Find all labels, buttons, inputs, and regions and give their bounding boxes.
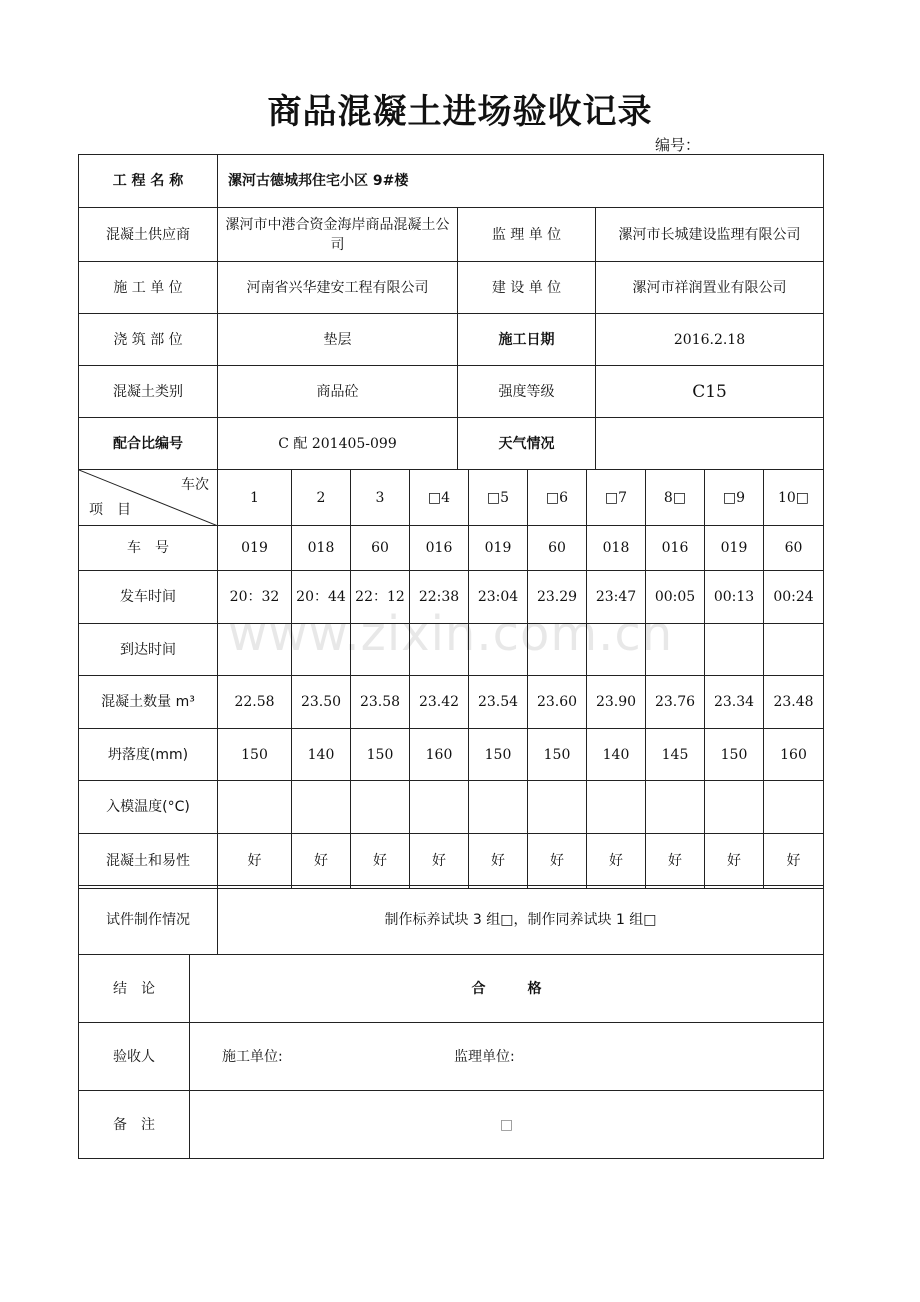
row-label: 入模温度(°C) (79, 781, 218, 834)
row-value: 60 (351, 526, 410, 571)
row-value: 22.58 (218, 676, 292, 729)
project-name-value: 漯河古德城邦住宅小区 9#楼 (218, 155, 824, 208)
row-value (705, 781, 764, 834)
conclusion-value: 合 格 (190, 955, 824, 1023)
supervision-unit-label: 监理单位: (454, 1048, 515, 1065)
pour-location-value: 垫层 (218, 314, 458, 366)
row-value: 00:24 (764, 571, 824, 624)
trip-number: □5 (469, 470, 528, 526)
trip-number: □4 (410, 470, 469, 526)
row-value: 好 (410, 834, 469, 889)
remarks-value: □ (190, 1091, 824, 1159)
row-value: 160 (410, 729, 469, 781)
row-value: 23.76 (646, 676, 705, 729)
trip-data-row (79, 781, 824, 834)
row-value: 好 (646, 834, 705, 889)
acceptor-label: 验收人 (79, 1023, 190, 1091)
row-value: 20：32 (218, 571, 292, 624)
trip-number: □7 (587, 470, 646, 526)
trip-header-label: 车次 (181, 477, 209, 493)
row-value (705, 624, 764, 676)
row-value: 23.29 (528, 571, 587, 624)
row-value (292, 624, 351, 676)
developer-value: 漯河市祥润置业有限公司 (596, 262, 824, 314)
supervisor-value: 漯河市长城建设监理有限公司 (596, 208, 824, 262)
trip-number: □6 (528, 470, 587, 526)
row-value: 23.54 (469, 676, 528, 729)
row-value: 23:47 (587, 571, 646, 624)
developer-label: 建 设 单 位 (458, 262, 596, 314)
serial-number-label: 编号： (655, 136, 701, 154)
row-value: 140 (292, 729, 351, 781)
specimen-value: 制作标养试块 3 组□，制作同养试块 1 组□ (218, 886, 824, 955)
row-value: 好 (351, 834, 410, 889)
remarks-label: 备 注 (79, 1091, 190, 1159)
weather-label: 天气情况 (458, 418, 596, 470)
row-value (469, 624, 528, 676)
row-value: 018 (587, 526, 646, 571)
row-value: 150 (528, 729, 587, 781)
mix-no-label: 配合比编号 (79, 418, 218, 470)
row-value: 23.90 (587, 676, 646, 729)
row-value (646, 624, 705, 676)
row-value: 00:13 (705, 571, 764, 624)
row-value: 016 (410, 526, 469, 571)
row-value: 145 (646, 729, 705, 781)
row-value (587, 624, 646, 676)
date-label: 施工日期 (458, 314, 596, 366)
row-value: 23.48 (764, 676, 824, 729)
constructor-value: 河南省兴华建安工程有限公司 (218, 262, 458, 314)
trip-number: 8□ (646, 470, 705, 526)
row-value (218, 624, 292, 676)
row-label: 混凝土数量 m³ (79, 676, 218, 729)
project-info-table (78, 154, 824, 470)
row-value: 150 (218, 729, 292, 781)
row-value: 60 (528, 526, 587, 571)
row-value (351, 624, 410, 676)
row-value: 好 (218, 834, 292, 889)
pour-location-label: 浇 筑 部 位 (79, 314, 218, 366)
row-value (469, 781, 528, 834)
trip-number: 10□ (764, 470, 824, 526)
row-value: 140 (587, 729, 646, 781)
row-value (218, 781, 292, 834)
acceptance-table (78, 885, 824, 1159)
trip-number: 3 (351, 470, 410, 526)
concrete-type-label: 混凝土类别 (79, 366, 218, 418)
weather-value (596, 418, 824, 470)
trip-data-row (79, 624, 824, 676)
row-value: 160 (764, 729, 824, 781)
row-value: 150 (469, 729, 528, 781)
row-label: 发车时间 (79, 571, 218, 624)
trip-data-row (79, 676, 824, 729)
row-value: 019 (705, 526, 764, 571)
row-value: 23.50 (292, 676, 351, 729)
trip-data-row (79, 834, 824, 889)
row-value (528, 781, 587, 834)
row-value: 150 (351, 729, 410, 781)
row-value: 23:04 (469, 571, 528, 624)
row-label: 车 号 (79, 526, 218, 571)
row-label: 坍落度(mm) (79, 729, 218, 781)
supplier-label: 混凝土供应商 (79, 208, 218, 262)
row-value: 好 (469, 834, 528, 889)
row-value: 好 (764, 834, 824, 889)
row-value (410, 624, 469, 676)
watermark-text: www.zixin.com.cn (228, 606, 674, 662)
row-value (587, 781, 646, 834)
row-value: 00:05 (646, 571, 705, 624)
row-value: 好 (587, 834, 646, 889)
row-value (646, 781, 705, 834)
row-value: 018 (292, 526, 351, 571)
row-value: 60 (764, 526, 824, 571)
row-value: 016 (646, 526, 705, 571)
page-title: 商品混凝土进场验收记录 (267, 92, 653, 132)
supervisor-label: 监 理 单 位 (458, 208, 596, 262)
item-header-label: 项 目 (89, 502, 131, 518)
row-value: 20：44 (292, 571, 351, 624)
acceptor-signatures (190, 1023, 824, 1091)
diagonal-header-cell (79, 470, 218, 526)
project-name-label: 工 程 名 称 (79, 155, 218, 208)
row-value: 019 (218, 526, 292, 571)
trip-data-row (79, 571, 824, 624)
row-value: 019 (469, 526, 528, 571)
row-value: 23.34 (705, 676, 764, 729)
trip-data-row (79, 729, 824, 781)
row-label: 到达时间 (79, 624, 218, 676)
trip-data-row (79, 526, 824, 571)
grade-value: C15 (596, 366, 824, 418)
constructor-label: 施 工 单 位 (79, 262, 218, 314)
row-value: 23.42 (410, 676, 469, 729)
construction-unit-label: 施工单位: (222, 1048, 283, 1065)
specimen-label: 试件制作情况 (79, 886, 218, 955)
row-value (292, 781, 351, 834)
row-value (764, 624, 824, 676)
row-value (410, 781, 469, 834)
row-value: 22：12 (351, 571, 410, 624)
date-value: 2016.2.18 (596, 314, 824, 366)
trip-number: 2 (292, 470, 351, 526)
row-value: 23.58 (351, 676, 410, 729)
truck-records-table (78, 469, 824, 889)
row-value: 好 (528, 834, 587, 889)
grade-label: 强度等级 (458, 366, 596, 418)
row-value: 22:38 (410, 571, 469, 624)
supplier-value: 漯河市中港合资金海岸商品混凝土公司 (218, 208, 458, 262)
concrete-type-value: 商品砼 (218, 366, 458, 418)
trip-number: □9 (705, 470, 764, 526)
row-value: 23.60 (528, 676, 587, 729)
row-value (351, 781, 410, 834)
row-value (528, 624, 587, 676)
mix-no-value: C 配 201405-099 (218, 418, 458, 470)
row-value: 好 (292, 834, 351, 889)
row-value (764, 781, 824, 834)
row-value: 150 (705, 729, 764, 781)
row-value: 好 (705, 834, 764, 889)
row-label: 混凝土和易性 (79, 834, 218, 889)
conclusion-label: 结 论 (79, 955, 190, 1023)
trip-number: 1 (218, 470, 292, 526)
